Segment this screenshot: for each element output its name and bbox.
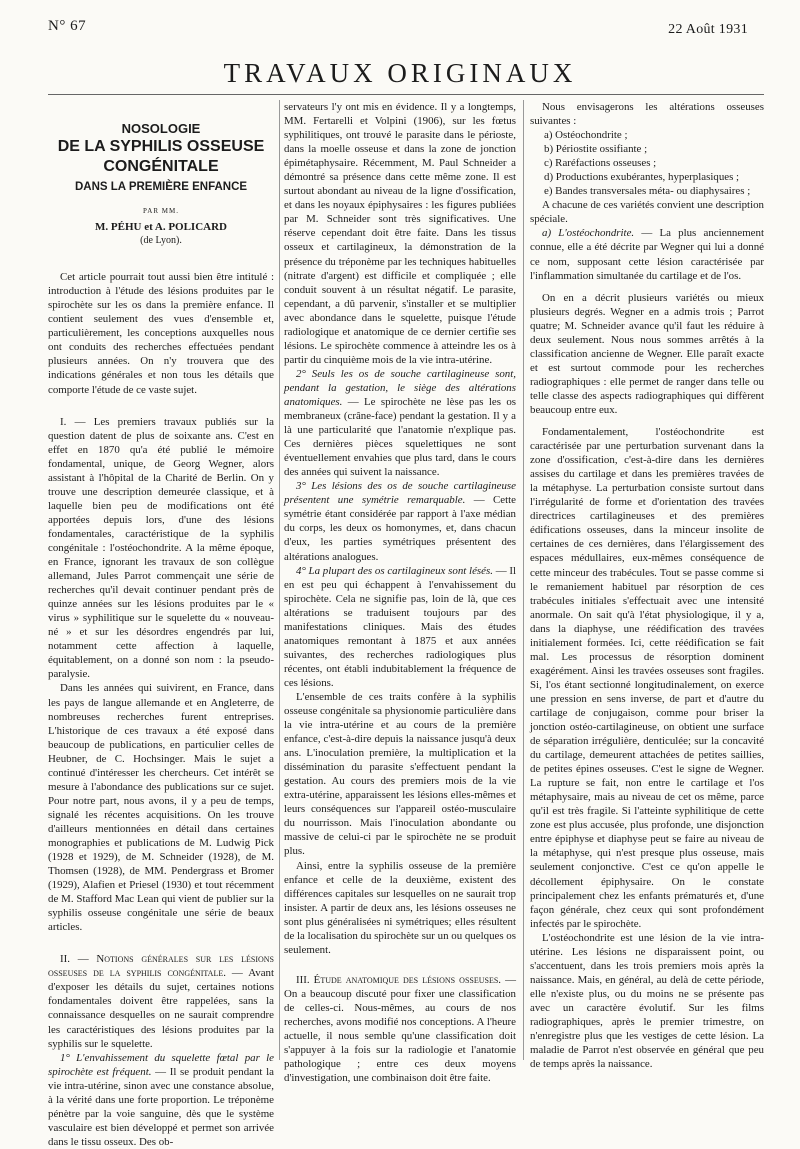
column-divider [523, 100, 524, 1060]
paragraph [284, 564, 516, 690]
paragraph: L'ostéochondrite est une lésion de la vie intra-utérine. Les lésions ne disparaissent point, ou s'accentuent, dans les trois premiers mois après la naissance. Mais, en général, au delà de cette période, elle n'existe plus, ou du moins ne se présente pas avec un caractère évolutif. Sur les films radiographiques, après le premier trimestre, on n'enregistre plus que les vestiges de cette lésion. La maladie de Parrot n'est observée en général que peu de temps après la naissance. [530, 931, 764, 1071]
paragraph-section-1: I. — Les premiers travaux publiés sur la question datent de plus de soixante ans. C'est en effet en 1870 qu'a été publié le mémoire fondamental, unique, de Georg Wegner, alors assistant à l'hôpital de la Charité de Berlin. On y trouve une description demeurée classique, et à laquelle bien peu de modifications ont été apportées depuis lors, d'une des lésions fondamentales, caractéristique de la syphilis congénitale : l'ostéochondrite. A la même époque, en France, ignorant les travaux de son collègue allemand, Jules Parrot commençait une série de recherches qu'il devait continuer pendant près de quinze années sur les lésions produites par le « virus » syphilitique sur le squelette du « nouveau-né » et sur les désordres engendrés par lui, notamment cette affection à laquelle, équitablement, on a donné son nom : la pseudo-paralysie. [48, 415, 274, 681]
column-divider [279, 100, 280, 1060]
paragraph-section-2 [48, 952, 274, 1050]
issue-date: 22 Août 1931 [668, 22, 748, 37]
article-title-line-4: DANS LA PREMIÈRE ENFANCE [74, 181, 248, 193]
paragraph: L'ensemble de ces traits confère à la syphilis osseuse congénitale sa physionomie particulière dans la vie intra-utérine et au cours de la première enfance, c'est-à-dire depuis la naissance jusqu'à deux ans. L'inoculation première, la multiplication et la dissémination du parasite s'effectuent pendant la gestation. Au cours des premiers mois de la vie extra-utérine, apparaissent les lésions elles-mêmes et leurs conséquences sur l'appareil ostéo-musculaire du nourrisson. Mais l'inoculation abondante ou massive de celui-ci par le spirochète ne se produit plus. [284, 690, 516, 858]
paragraph [530, 226, 764, 282]
paragraph: Ainsi, entre la syphilis osseuse de la première enfance et celle de la deuxième, existent des différences capitales sur lesquelles on ne saurait trop insister. A partir de deux ans, les lésions osseuses ne sont plus généralisées ni symétriques; elles résultent de la localisation du spirochète sur un ou quelques os seulement. [284, 859, 516, 956]
issue-number: N° 67 [48, 18, 87, 34]
column-3 [530, 100, 764, 1071]
section-heading: II. — Notions générales sur les lésions osseuses de la syphilis congénitale. [48, 953, 274, 980]
italic-lead: 3° Les lésions des os de souche cartilagineuse présentent une symétrie remarquable. [284, 480, 516, 507]
paragraph: Fondamentalement, l'ostéochondrite est caractérisée par une perturbation survenant dans la zone d'ossification, c'est-à-dire dans les dernières assises du cartilage et dans les premières travées de la métaphyse. La perturbation consiste surtout dans l'irrégularité de forme et d'orientation des travées directrices cartilagineuses et des premières édifications osseuses, dans la minceur insolite de certaines de ces dernières, dans l'élargissement des espaces médullaires, eux-mêmes conséquence de cette minceur des trabécules. Tout se passe comme si le remaniement habituel par résorption de ces trabécules initiales s'effectuait avec une intensité anormale. On sait qu'à l'état physiologique, il y a, dans la diaphyse, une réédification des travées initialement formées. Ici, cette réédification se fait mal. Les processus de résorption dominent exagérément. Ainsi les travées osseuses sont fragiles. Si, l'os étant sectionné longitudinalement, on exerce une pression en sens inverse, de part et d'autre du cartilage de conjugaison, comme pour briser la jonction ostéo-cartilagineuse, on obtient une surface de séparation irrégulière, denticulée; sur la concavité du cartilage, demeurent attachées de petites saillies, de petites épines osseuses. C'est le signe de Wegner. La rupture se fait, non entre le cartilage et l'os métaphysaire, mais au niveau de cet os même, parce qu'il est très fragile. Si l'atteinte syphilitique de cette zone est plus accusée, plus profonde, une disjonction entre épiphyse et diaphyse peut se faire au niveau de la métaphyse, qui n'est presque plus osseuse, mais seulement conjonctive. C'est ce qu'on appelle le décollement épiphysaire. On le constate principalement chez les enfants prématurés et, d'une façon générale, chez ceux qui sont profondément infectés par le spirochète. [530, 426, 764, 930]
italic-lead: a) L'ostéochondrite. [542, 227, 635, 240]
paragraph [284, 479, 516, 563]
list-item: d) Productions exubérantes, hyperplasiques ; [544, 171, 740, 184]
header-rule [48, 94, 764, 95]
paragraph: Nous envisagerons les altérations osseuses suivantes : [530, 101, 764, 128]
byline-prefix: PAR MM. [143, 207, 179, 215]
paragraph-body: — La plus anciennement connue, elle a été décrite par Wegner qui lui a donné ce nom, supposant cette lésion caractérisée par l'inflammation simultanée du cartilage et de l'os. [530, 227, 764, 282]
author-location: (de Lyon). [140, 235, 182, 247]
lesion-list [530, 128, 764, 198]
paragraph-body: — Cette symétrie étant considérée par rapport à l'axe médian du corps, les deux os homonymes, et, dans chacun d'eux, les parties symétriques présentent des altérations analogues. [284, 494, 517, 563]
paragraph-body: — Avant d'exposer les détails du sujet, certaines notions fondamentales doivent être rappelées, sans la connaissance desquelles on ne saurait comprendre les caractéristiques des lésions produites par la syphilis sur le squelette. [48, 967, 274, 1050]
section-title: TRAVAUX ORIGINAUX [223, 58, 577, 88]
article-title-line-1: NOSOLOGIE [121, 121, 201, 136]
paragraph-body: — Le spirochète ne lèse pas les os membraneux (crâne-face) pendant la gestation. Il y a là une particularité que l'anatomie n'explique pas. Ces dernières pièces squelettiques ne sont éventuellement envahies que plus tard, dans le cours des années qui suivent la naissance. [284, 395, 516, 479]
paragraph [284, 367, 516, 479]
column-1 [48, 100, 274, 1149]
list-item: a) Ostéochondrite ; [544, 129, 628, 142]
article-title-line-3: CONGÉNITALE [103, 158, 219, 175]
list-item: e) Bandes transversales méta- ou diaphysaires ; [544, 185, 751, 198]
paragraph [48, 1051, 274, 1149]
paragraph-body: — Il en est peu qui échappent à l'envahissement du spirochète. Cela ne signifie pas, loin de là, que ces altérations se traduisent toujours par des manifestations cliniques. Mais des études anatomiques remontant à 1875 et aux années suivantes, des recherches radiologiques plus récentes, ont établi indubitablement la fréquence de ces lésions. [284, 564, 516, 689]
paragraph-body: — Il se produit pendant la vie intra-utérine, sinon avec une constance absolue, à la vérité dans une forte proportion. Le tréponème pénètre par la voie sanguine, dès que le système vasculaire est bien développé et permet son arrivée dans le tissu osseux. Des ob- [48, 1065, 274, 1148]
italic-lead: 2° Seuls les os de souche cartilagineuse sont, pendant la gestation, le siège des altérations anatomiques. [284, 367, 516, 408]
list-item: b) Périostite ossifiante ; [544, 143, 648, 156]
article-title-line-2: DE LA SYPHILIS OSSEUSE [57, 138, 265, 155]
paragraph-section-3 [284, 973, 516, 1085]
paragraph: Dans les années qui suivirent, en France, dans les pays de langue allemande et en Angleterre, de nombreuses recherches furent entreprises. L'historique de ces travaux a été exposé dans beaucoup de publications, en particulier celles de Heubner, de C. Hochsinger. Mais le sujet a continué d'intéresser les chercheurs. Cet intérêt se mesure à l'abondance des publications sur ce sujet. Pour notre part, nous avons, il y a peu de temps, signalé les récentes acquisitions. On les trouve d'ailleurs mentionnées en détail dans certaines monographies et publications de M. Ludwig Pick (1928 et 1929), de M. Schneider (1928), de M. Thomsen (1928), de MM. Pendergrass et Bromer (1929), Alafien et Priesel (1930) et tout récemment de M. Stafford Mac Lean qui vient de publier sur la syphilis osseuse congénitale une série de beaux articles. [48, 682, 274, 934]
list-item: c) Raréfactions osseuses ; [544, 157, 657, 170]
section-heading: III. Étude anatomique des lésions osseuses. [296, 973, 502, 986]
column-2 [284, 100, 516, 1085]
article-authors: M. PÉHU et A. POLICARD [95, 221, 227, 234]
paragraph: servateurs l'y ont mis en évidence. Il y a longtemps, MM. Fertarelli et Volpini (1906), sur les fœtus syphilitiques, ont trouvé le parasite dans le périoste, dans la moelle osseuse et dans la zone de jonction épimétaphysaire. Récemment, M. Paul Schneider a démontré sa présence dans cette même zone. Il est surtout abondant au niveau de la ligne d'ossification, et dans les noyaux épiphysaires : les figures publiées par M. Schneider sont très significatives. Une réserve cependant doit être faite. Dans les tissus osseux et cartilagineux, la démonstration de la présence du tréponème par les techniques habituelles (nitrate d'argent) est difficile et compliquée ; elle conduit souvent à un résultat négatif. Le parasite, cependant, a dû parvenir, s'installer et se multiplier avec abondance dans le squelette, puisque l'étude radiologique et anatomique de ce dernier certifie ses lésions. Le spirochète commence à atteindre les os à partir du cinquième mois de la vie intra-utérine. [284, 101, 516, 366]
paragraph-intro: Cet article pourrait tout aussi bien être intitulé : introduction à l'étude des lésions produites par le spirochète sur les os dans la première enfance. Il contient seulement des vues d'ensemble et, particulièrement, les conceptions auxquelles nous ont conduits des recherches effectuées pendant plusieurs années. On n'y trouvera que des indications générales et non tous les détails que comporte l'étude de ce vaste sujet. [48, 271, 274, 396]
paragraph: A chacune de ces variétés convient une description spéciale. [530, 199, 764, 226]
paragraph-body: — On a beaucoup discuté pour fixer une classification de celles-ci. Nous-mêmes, au cours de nos recherches, avons modifié nos conceptions. A l'heure actuelle, il nous semble qu'une classification doit s'appuyer à la fois sur la radiologie et l'anatomie pathologique ; entre ces deux moyens d'investigation, une combinaison doit être faite. [284, 973, 516, 1085]
italic-lead: 4° La plupart des os cartilagineux sont lésés. [296, 564, 493, 577]
paragraph: On en a décrit plusieurs variétés ou mieux plusieurs degrés. Wegner en a admis trois ; Parrot quatre; M. Schneider avance qu'il faut les réduire à deux seulement. Nous nous sommes arrêtés à la classification ancienne de Wegner. Elle paraît exacte et est surtout commode pour les recherches radiographiques : elle permet de ranger dans telle ou telle classe des aspects radiographiques qui diffèrent beaucoup entre eux. [530, 291, 764, 416]
italic-lead: 1° L'envahissement du squelette fœtal par le spirochète est fréquent. [48, 1051, 274, 1078]
